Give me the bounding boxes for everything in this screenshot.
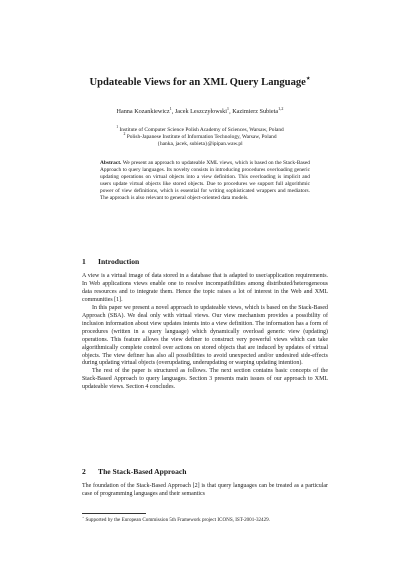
title-footnote-mark: ⋆ (305, 73, 311, 83)
affiliation-line (60, 134, 340, 141)
section-title: The Stack-Based Approach (98, 467, 187, 476)
section-heading (82, 467, 328, 476)
author-name: Hanna Kozankiewicz (116, 108, 170, 115)
footnote-text: Supported by the European Commission 5th Framework project ICONS, IST-2001-32429. (85, 517, 270, 523)
author-list: Hanna Kozankiewicz$^1$, Jacek Leszczyłowski$^1$, Kazimierz Subieta$^{1,2}$ (116, 105, 284, 115)
abstract-text: We present an approach to updateable XML views, which is based on the Stack-Based Approach to query languages. Its novelty consists in introducing procedures overloading generic updating operations on virtual objects into a view definition. This overloading is implicit and users update virtual objects like stored objects. Due to procedures we support full algorithmic power of view definitions, which is essential for writing sophisticated wrappers and mediators. The approach is also relevant to general object-oriented data models. (100, 160, 310, 201)
section-number: 1 (82, 257, 86, 266)
author-name: Jacek Leszczyłowski (174, 108, 227, 115)
affiliations (60, 127, 340, 148)
author-affiliation-mark: 1 (169, 105, 172, 111)
section-body (82, 273, 328, 392)
footnote-mark: ⋆ (82, 515, 85, 520)
footnote (82, 517, 328, 524)
section-body (82, 483, 328, 499)
paragraph: The rest of the paper is structured as follows. The next section contains basic concepts of the Stack-Based Approach to query languages. Section 3 presents main issues of our approach to XML updateable views. Section 4 concludes. (82, 368, 328, 391)
section-title: Introduction (98, 257, 140, 266)
paper-title (60, 73, 340, 89)
author-affiliation-mark: 1 (226, 105, 230, 111)
author-affiliation-mark: 1,2 (278, 105, 284, 111)
affiliation-text: Polish-Japanese Institute of Information Technology, Warsaw, Poland (126, 133, 277, 140)
abstract (100, 160, 310, 201)
section-heading (82, 257, 328, 266)
affiliation-mark: 2 (123, 132, 126, 137)
abstract-label: Abstract. (100, 160, 122, 166)
paragraph: In this paper we present a novel approach to updateable views, which is based on the Stack-Based Approach (SBA). We deal only with virtual views. Our view mechanism provides a possibility of inclusion information about view updates intents into a view definition. The information has a form of procedures (written in a query language) which dynamically overload generic view (updating) operations. This feature allows the view definer to construct very powerful views which can take algorithmically complete control over actions on stored objects that are induced by updates of virtual objects. The view definer has also all possibilities to avoid unexpected and/or undesired side-effects during updating virtual objects (overupdating, underupdating or warping updating intention). (82, 304, 328, 367)
author-name: Kazimierz Subieta (232, 108, 279, 115)
author-emails: {hanka, jacek, subieta}@ipipan.waw.pl (157, 140, 243, 147)
affiliation-text: Institute of Computer Science Polish Academy of Sciences, Warsaw, Poland (119, 127, 284, 133)
footnote-rule (82, 513, 146, 514)
section-number: 2 (82, 467, 86, 476)
paragraph: The foundation of the Stack-Based Approach [2] is that query languages can be treated as a particular case of programming languages and their semantics (82, 483, 328, 497)
paragraph: A view is a virtual image of data stored in a database that is adapted to user/application requirements. In Web applications views enable one to resolve incompatibilities among distributed/heterogeneous data resources and to integrate them. Hence the topic raises a lot of interest in the Web and XML communities [1]. (82, 273, 328, 303)
title-text: Updateable Views for an XML Query Language (89, 77, 306, 88)
affiliation-mark: 1 (116, 125, 119, 130)
